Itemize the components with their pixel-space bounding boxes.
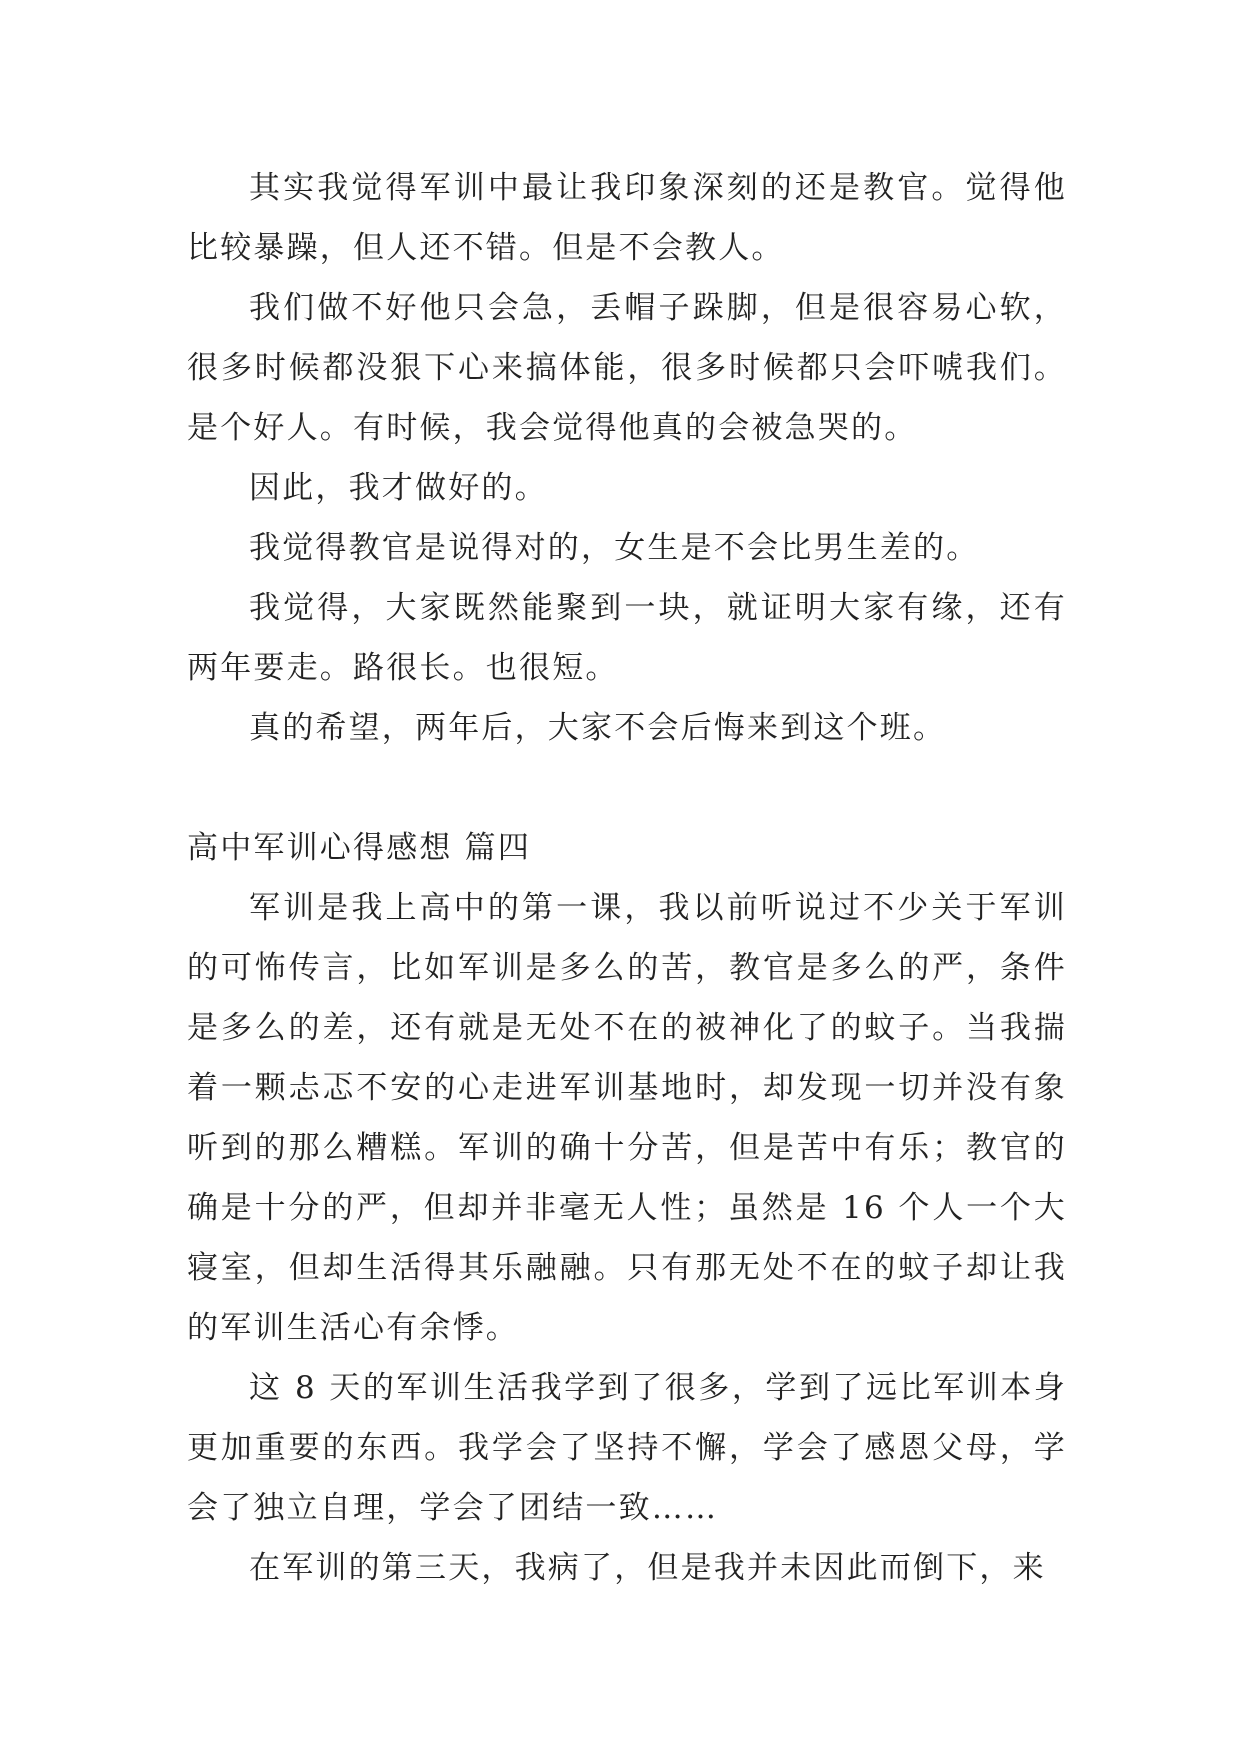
- paragraph: 军训是我上高中的第一课，我以前听说过不少关于军训的可怖传言，比如军训是多么的苦，教官是多么的严，条件是多么的差，还有就是无处不在的被神化了的蚊子。当我揣着一颗忐忑不安的心走进军训基地时，却发现一切并没有象听到的那么糟糕。军训的确十分苦，但是苦中有乐；教官的确是十分的严，但却并非毫无人性；虽然是 16 个人一个大寝室，但却生活得其乐融融。只有那无处不在的蚊子却让我的军训生活心有余悸。: [187, 890, 1067, 1346]
- section-heading: 高中军训心得感想 篇四: [187, 830, 532, 866]
- paragraph: 真的希望，两年后，大家不会后悔来到这个班。: [249, 710, 947, 746]
- paragraph: 这 8 天的军训生活我学到了很多，学到了远比军训本身更加重要的东西。我学会了坚持不懈，学会了感恩父母，学会了独立自理，学会了团结一致……: [187, 1370, 1067, 1526]
- document-page: [187, 158, 1067, 1598]
- paragraph: 我觉得教官是说得对的，女生是不会比男生差的。: [249, 530, 980, 566]
- paragraph: 因此，我才做好的。: [249, 470, 548, 506]
- paragraph: 我觉得，大家既然能聚到一块，就证明大家有缘，还有两年要走。路很长。也很短。: [187, 590, 1067, 686]
- paragraph: 我们做不好他只会急，丢帽子跺脚，但是很容易心软，很多时候都没狠下心来搞体能，很多时候都只会吓唬我们。是个好人。有时候，我会觉得他真的会被急哭的。: [187, 290, 1067, 446]
- paragraph: 在军训的第三天，我病了，但是我并未因此而倒下，来: [249, 1550, 1046, 1586]
- paragraph: 其实我觉得军训中最让我印象深刻的还是教官。觉得他比较暴躁，但人还不错。但是不会教人。: [187, 170, 1067, 266]
